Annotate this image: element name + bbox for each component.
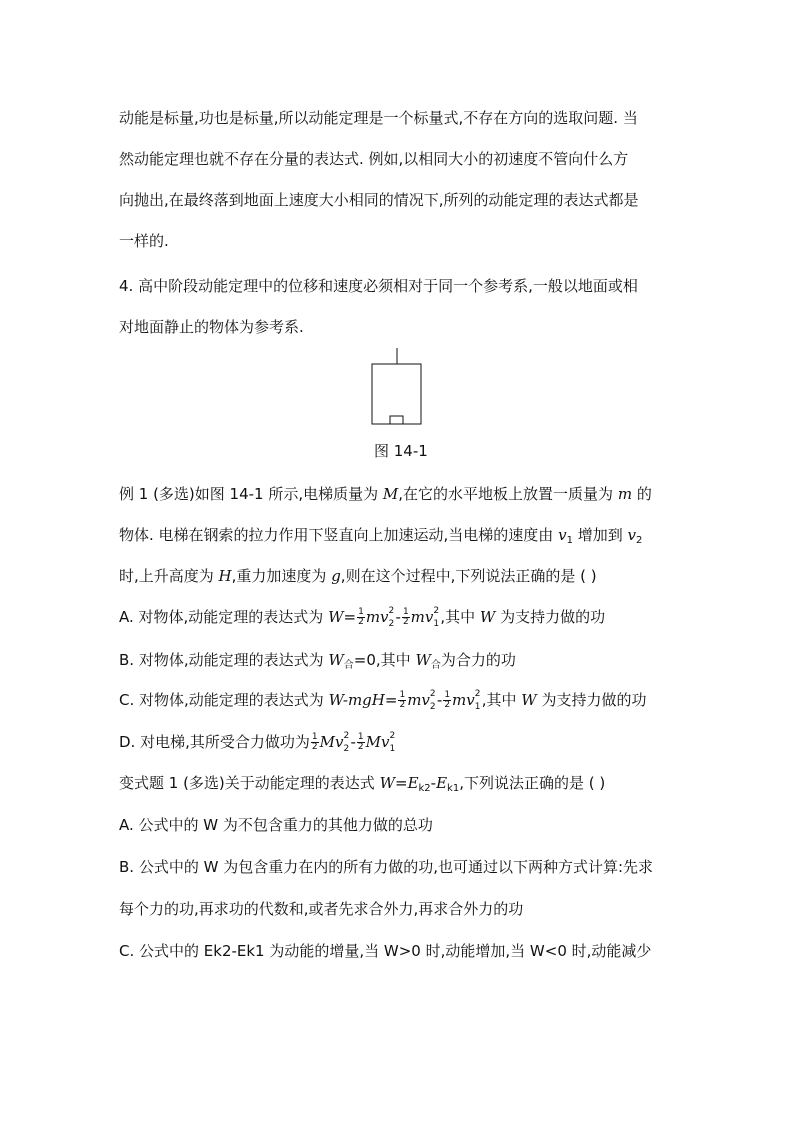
example1-option-d: D. 对电梯,其所受合力做功为 $\frac{1}{2}$ Mv 2 2 - $\frac{1}{2}$ Mv 2 1 bbox=[119, 731, 396, 754]
variant1-option-a: A. 公式中的 W 为不包含重力的其他力做的总功 bbox=[119, 816, 433, 834]
paragraph-line-1: 动能是标量,功也是标量,所以动能定理是一个标量式,不存在方向的选取问题. 当 bbox=[119, 109, 638, 127]
variant1-stem: 变式题 1 (多选)关于动能定理的表达式 $W=E_{k2}-E_{k1}$,下列说法正确的是 ( ) bbox=[119, 774, 606, 794]
variant1-option-b-line-2: 每个力的功,再求功的代数和,或者先求合外力,再求合外力的功 bbox=[119, 900, 524, 918]
paragraph-line-2: 然动能定理也就不存在分量的表达式. 例如,以相同大小的初速度不管向什么方 bbox=[119, 150, 629, 168]
figure-caption: 图 14-1 bbox=[374, 442, 428, 460]
example1-option-c: C. 对物体,动能定理的表达式为 W-mgH= $\frac{1}{2}$ mv 2 2 - $\frac{1}{2}$ mv 2 1 ,其中 W 为支持力做的功 bbox=[119, 689, 647, 712]
paragraph-line-4: 一样的. bbox=[119, 232, 169, 250]
example1-line-3: 时,上升高度为 H,重力加速度为 g,则在这个过程中,下列说法正确的是 ( ) bbox=[119, 567, 597, 585]
point4-line-2: 对地面静止的物体为参考系. bbox=[119, 318, 304, 336]
example1-option-b: B. 对物体,动能定理的表达式为 $W_合=0$,其中 $W_合$为合力的功 bbox=[119, 651, 516, 671]
paragraph-line-3: 向抛出,在最终落到地面上速度大小相同的情况下,所列的动能定理的表达式都是 bbox=[119, 191, 639, 209]
variant1-option-b-line-1: B. 公式中的 W 为包含重力在内的所有力做的功,也可通过以下两种方式计算:先求 bbox=[119, 858, 654, 876]
variant1-option-c: C. 公式中的 Ek2-Ek1 为动能的增量,当 W>0 时,动能增加,当 W<0 时,动能减少 bbox=[119, 942, 652, 960]
elevator-diagram bbox=[368, 348, 424, 426]
example1-line-1: 例 1 (多选)如图 14-1 所示,电梯质量为 M,在它的水平地板上放置一质量为 m 的 bbox=[119, 485, 652, 503]
example1-line-2: 物体. 电梯在钢索的拉力作用下竖直向上加速运动,当电梯的速度由 $v_1$ 增加到 $v_2$ bbox=[119, 526, 643, 546]
example1-option-a: A. 对物体,动能定理的表达式为 W= $\frac{1}{2}$ mv 2 2 - $\frac{1}{2}$ mv 2 1 ,其中 W 为支持力做的功 bbox=[119, 606, 606, 629]
point4-line-1: 4. 高中阶段动能定理中的位移和速度必须相对于同一个参考系,一般以地面或相 bbox=[119, 277, 638, 295]
